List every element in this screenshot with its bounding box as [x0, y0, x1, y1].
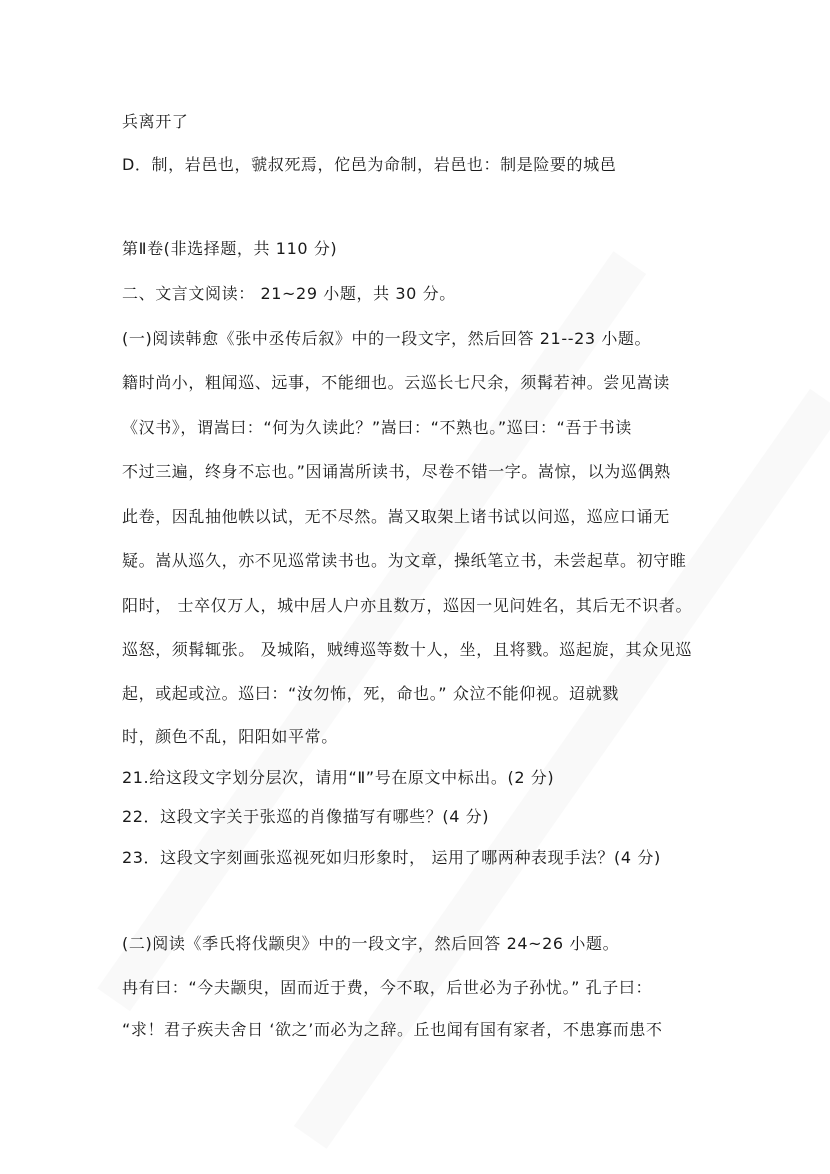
passage-line: 冉有曰：“今夫颛臾，固而近于费，今不取，后世必为子孙忧。” 孔子曰： [122, 978, 653, 997]
passage-line: 《汉书》，谓嵩曰：“何为久读此？”嵩曰：“不熟也。”巡曰：“吾于书读 [122, 418, 632, 437]
reading-instruction-2: (二)阅读《季氏将伐颛臾》中的一段文字，然后回答 24~26 小题。 [122, 934, 620, 953]
passage-line: 起，或起或泣。巡曰：“汝勿怖，死，命也。” 众泣不能仰视。迢就戮 [122, 684, 619, 703]
section-heading: 第Ⅱ卷(非选择题，共 110 分) [122, 239, 338, 258]
subsection-heading: 二、文言文阅读： 21~29 小题，共 30 分。 [122, 284, 456, 303]
passage-line: “求！君子疾夫舍日 ‘欲之’而必为之辞。丘也闻有国有家者，不患寡而患不 [122, 1020, 663, 1039]
option-d: D．制，岩邑也，虢叔死焉，佗邑为命制，岩邑也：制是险要的城邑 [122, 155, 617, 174]
question-21: 21.给这段文字划分层次，请用“Ⅱ”号在原文中标出。(2 分) [122, 768, 555, 787]
passage-line: 此卷，因乱抽他帙以试，无不尽然。嵩又取架上诸书试以问巡，巡应口诵无 [122, 507, 670, 526]
passage-line: 阳时， 士卒仅万人，城中居人户亦且数万，巡因一见问姓名，其后无不识者。 [122, 596, 693, 615]
passage-line: 时，颜色不乱，阳阳如平常。 [122, 727, 338, 746]
question-22: 22．这段文字关于张巡的肖像描写有哪些？(4 分) [122, 807, 490, 826]
question-23: 23．这段文字刻画张巡视死如归形象时， 运用了哪两种表现手法？(4 分) [122, 848, 661, 867]
passage-line: 疑。嵩从巡久，亦不见巡常读书也。为文章，操纸笔立书，未尝起草。初守睢 [122, 551, 687, 570]
passage-line: 籍时尚小，粗闻巡、远事，不能细也。云巡长七尺余，须髯若神。尝见嵩读 [122, 373, 670, 392]
passage-line: 不过三遍，终身不忘也。”因诵嵩所读书，尽卷不错一字。嵩惊，以为巡偶熟 [122, 462, 671, 481]
reading-instruction-1: (一)阅读韩愈《张中丞传后叙》中的一段文字，然后回答 21--23 小题。 [122, 329, 652, 348]
passage-line: 巡怒，须髯辄张。 及城陷，贼缚巡等数十人，坐，且将戮。巡起旋，其众见巡 [122, 640, 693, 659]
text-line: 兵离开了 [122, 112, 189, 131]
